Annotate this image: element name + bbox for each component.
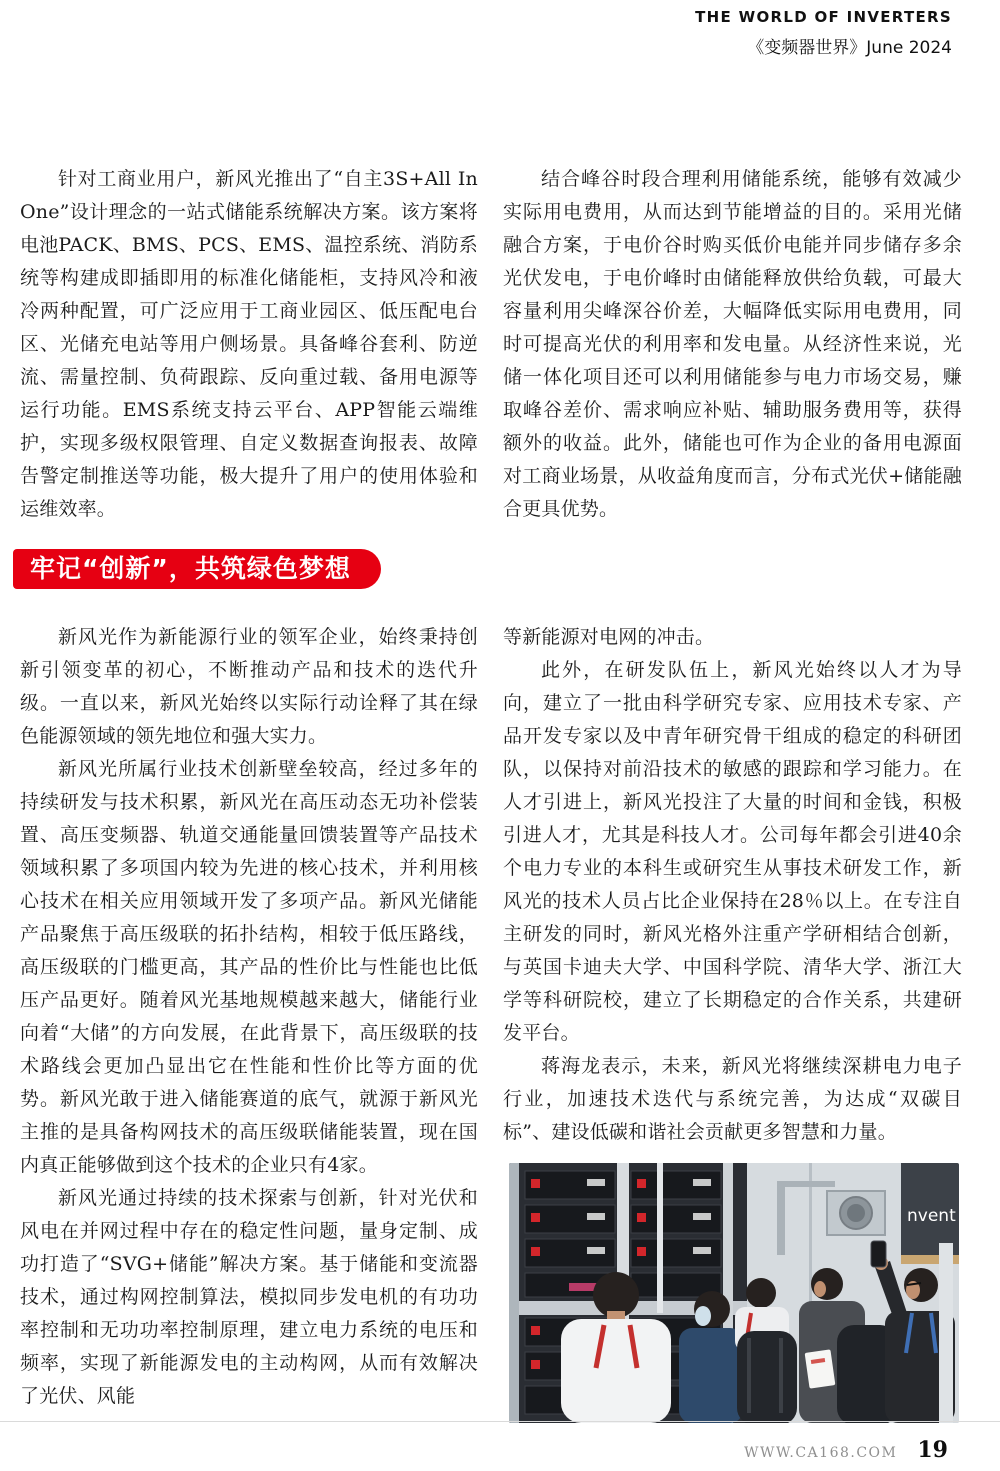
paragraph: 针对工商业用户，新风光推出了“自主3S+All In One”设计理念的一站式储能系统解决方案。该方案将电池PACK、BMS、PCS、EMS、温控系统、消防系统等构建成即插即用的标准化储能柜，支持风冷和液冷两种配置，可广泛应用于工商业园区、低压配电台区、光储充电站等用户侧场景。具备峰谷套利、防逆流、需量控制、负荷跟踪、反向重过载、备用电源等运行功能。EMS系统支持云平台、APP智能云端维护，实现多级权限管理、自定义数据查询报表、故障告警定制推送等功能，极大提升了用户的使用体验和运维效率。	[20, 168, 479, 520]
paragraph: 等新能源对电网的冲击。	[503, 626, 715, 648]
paragraph: 新风光作为新能源行业的领军企业，始终秉持创新引领变革的初心，不断推动产品和技术的迭代升级。一直以来，新风光始终以实际行动诠释了其在绿色能源领域的领先地位和强大实力。	[20, 626, 478, 747]
footer-page-number: 19	[917, 1437, 948, 1463]
magazine-title-en: THE WORLD OF INVERTERS	[695, 8, 952, 26]
top-right-column	[503, 163, 962, 526]
paragraph: 新风光通过持续的技术探索与创新，针对光伏和风电在并网过程中存在的稳定性问题，量身定制、成功打造了“SVG+储能”解决方案。基于储能和变流器技术，通过构网控制算法，模拟同步发电机的有功功率控制和无功功率控制原理，建立电力系统的电压和频率，实现了新能源发电的主动构网，从而有效解决了光伏、风能	[20, 1187, 478, 1407]
page-header	[695, 8, 952, 58]
paragraph: 蒋海龙表示，未来，新风光将继续深耕电力电子行业，加速技术迭代与系统完善，为达成“双碳目标”、建设低碳和谐社会贡献更多智慧和力量。	[503, 1055, 962, 1143]
paragraph: 结合峰谷时段合理利用储能系统，能够有效减少实际用电费用，从而达到节能增益的目的。采用光储融合方案，于电价谷时购买低价电能并同步储存多余光伏发电，于电价峰时由储能释放供给负载，可最大容量利用尖峰深谷价差，大幅降低实际用电费用，同时可提高光伏的利用率和发电量。从经济性来说，光储一体化项目还可以利用储能参与电力市场交易，赚取峰谷差价、需求响应补贴、辅助服务费用等，获得额外的收益。此外，储能也可作为企业的备用电源面对工商业场景，从收益角度而言，分布式光伏+储能融合更具优势。	[503, 168, 962, 520]
bottom-left-column	[20, 621, 478, 1413]
paragraph: 此外，在研发队伍上，新风光始终以人才为导向，建立了一批由科学研究专家、应用技术专家、产品开发专家以及中青年研究骨干组成的稳定的科研团队，以保持对前沿技术的敏感的跟踪和学习能力。在人才引进上，新风光投注了大量的时间和金钱，积极引进人才，尤其是科技人才。公司每年都会引进40余个电力专业的本科生或研究生从事技术研发工作，新风光的技术人员占比企业保持在28％以上。在专注自主研发的同时，新风光格外注重产学研相结合创新，与英国卡迪夫大学、中国科学院、清华大学、浙江大学等科研院校，建立了长期稳定的合作关系，共建研发平台。	[503, 659, 962, 1044]
top-left-column	[20, 163, 478, 526]
magazine-title-cn-date: 《变频器世界》June 2024	[747, 38, 952, 58]
bottom-right-column	[503, 621, 962, 1423]
bottom-right-paragraphs	[503, 621, 962, 1149]
page-footer	[744, 1437, 948, 1463]
footer-website: WWW.CA168.COM	[744, 1445, 898, 1461]
paragraph: 新风光所属行业技术创新壁垒较高，经过多年的持续研发与技术积累，新风光在高压动态无功补偿装置、高压变频器、轨道交通能量回馈装置等产品技术领域积累了多项国内较为先进的核心技术，并利用核心技术在相关应用领域开发了多项产品。新风光储能产品聚焦于高压级联的拓扑结构，相较于低压路线，高压级联的门槛更高，其产品的性价比与性能也比低压产品更好。随着风光基地规模越来越大，储能行业向着“大储”的方向发展，在此背景下，高压级联的技术路线会更加凸显出它在性能和性价比等方面的优势。新风光敢于进入储能赛道的底气，就源于新风光主推的是具备构网技术的高压级联储能装置，现在国内真正能够做到这个技术的企业只有4家。	[20, 758, 478, 1176]
booth-sign-text: nvent	[907, 1206, 956, 1226]
article-photo	[509, 1163, 959, 1423]
section-heading-banner: 牢记“创新”，共筑绿色梦想	[13, 549, 381, 589]
footer-divider	[0, 1421, 1000, 1422]
